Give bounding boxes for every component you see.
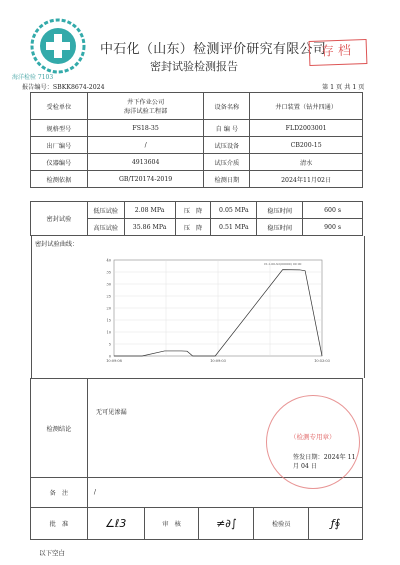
high-hold-value: 900 s [303, 219, 363, 236]
medium-value: 清水 [250, 154, 363, 171]
spec-value: FS18-35 [87, 120, 204, 137]
basis-value: GB/T20174-2019 [87, 171, 204, 188]
basis-label: 检测依据 [31, 171, 88, 188]
report-number: 报告编号：SBKK8674-2024 [22, 84, 105, 91]
low-test-label: 低压试验 [87, 202, 124, 219]
y-tick-label: 15 [106, 318, 111, 323]
instr-value: 4913604 [87, 154, 204, 171]
y-tick-label: 10 [106, 330, 111, 335]
company-title: 中石化（山东）检测评价研究有限公司 [100, 42, 327, 57]
company-logo [30, 18, 86, 74]
x-tick-label: 10:09:03 [210, 359, 226, 363]
seal-caption: （检测专用章） [290, 433, 336, 441]
low-drop-label: 压 降 [175, 202, 211, 219]
chart-legend: CL1-00-S2(00000) 00 00 [264, 262, 302, 266]
chart-section [31, 236, 365, 378]
date-label: 检测日期 [204, 171, 250, 188]
approve-label: 批 准 [31, 508, 88, 540]
factory-label: 出厂编号 [31, 137, 88, 154]
y-tick-label: 5 [108, 342, 111, 347]
reviewer-signature: ≠∂∫ [199, 508, 254, 540]
spec-label: 规格型号 [31, 120, 88, 137]
result-text: 无可见渗漏 [95, 409, 127, 416]
instr-label: 仪器编号 [31, 154, 88, 171]
info-table [30, 92, 363, 188]
approver-signature: ∠ℓ3 [87, 508, 144, 540]
selfno-value: FLD2003001 [250, 120, 363, 137]
client-label: 受检单位 [31, 93, 88, 120]
curve-label: 密封试验曲线： [35, 241, 79, 248]
result-label: 检测结论 [31, 379, 88, 478]
high-drop-value: 0.51 MPa [211, 219, 257, 236]
seal-test-table [30, 201, 363, 236]
y-tick-label: 0 [108, 354, 111, 359]
archive-stamp: 存档 [309, 39, 368, 66]
device-label: 设备名称 [204, 93, 250, 120]
x-tick-label: 10:53:03 [314, 359, 330, 363]
testeq-value: CB200-15 [250, 137, 363, 154]
seal-test-label: 密封试验 [31, 202, 88, 236]
testeq-label: 试压设备 [204, 137, 250, 154]
y-tick-label: 30 [106, 282, 111, 287]
device-value: 井口装置（钻井四通） [250, 93, 363, 120]
high-drop-label: 压 降 [175, 219, 211, 236]
page-number: 第 1 页 共 1 页 [322, 84, 365, 91]
inspection-seal [266, 395, 360, 489]
client-value: 井下作业公司 海洋试验工程部 [87, 93, 204, 120]
high-test-value: 35.86 MPa [124, 219, 175, 236]
sign-date: 签发日期：2024年 11 月 04 日 [292, 454, 356, 470]
high-test-label: 高压试验 [87, 219, 124, 236]
tester-label: 检验员 [254, 508, 309, 540]
low-hold-label: 稳压时间 [257, 202, 303, 219]
y-tick-label: 20 [106, 306, 111, 311]
tester-signature: ƒ∮ [309, 508, 363, 540]
remarks-value: / [87, 478, 362, 508]
y-tick-label: 40 [106, 258, 111, 263]
selfno-label: 自 编 号 [204, 120, 250, 137]
low-test-value: 2.08 MPa [124, 202, 175, 219]
low-hold-value: 600 s [303, 202, 363, 219]
y-tick-label: 35 [106, 270, 111, 275]
low-drop-value: 0.05 MPa [211, 202, 257, 219]
factory-value: / [87, 137, 204, 154]
medium-label: 试压介质 [204, 154, 250, 171]
pressure-chart [32, 236, 364, 378]
date-value: 2024年11月02日 [250, 171, 363, 188]
report-title: 密封试验检测报告 [150, 60, 238, 73]
remarks-label: 备 注 [31, 478, 88, 508]
y-tick-label: 25 [106, 294, 111, 299]
footer-note: 以下空白 [39, 549, 65, 557]
high-hold-label: 稳压时间 [257, 219, 303, 236]
logo-caption: 海洋检验 7103 [12, 74, 54, 81]
review-label: 审 核 [144, 508, 199, 540]
x-tick-label: 10:09:08 [106, 359, 122, 363]
